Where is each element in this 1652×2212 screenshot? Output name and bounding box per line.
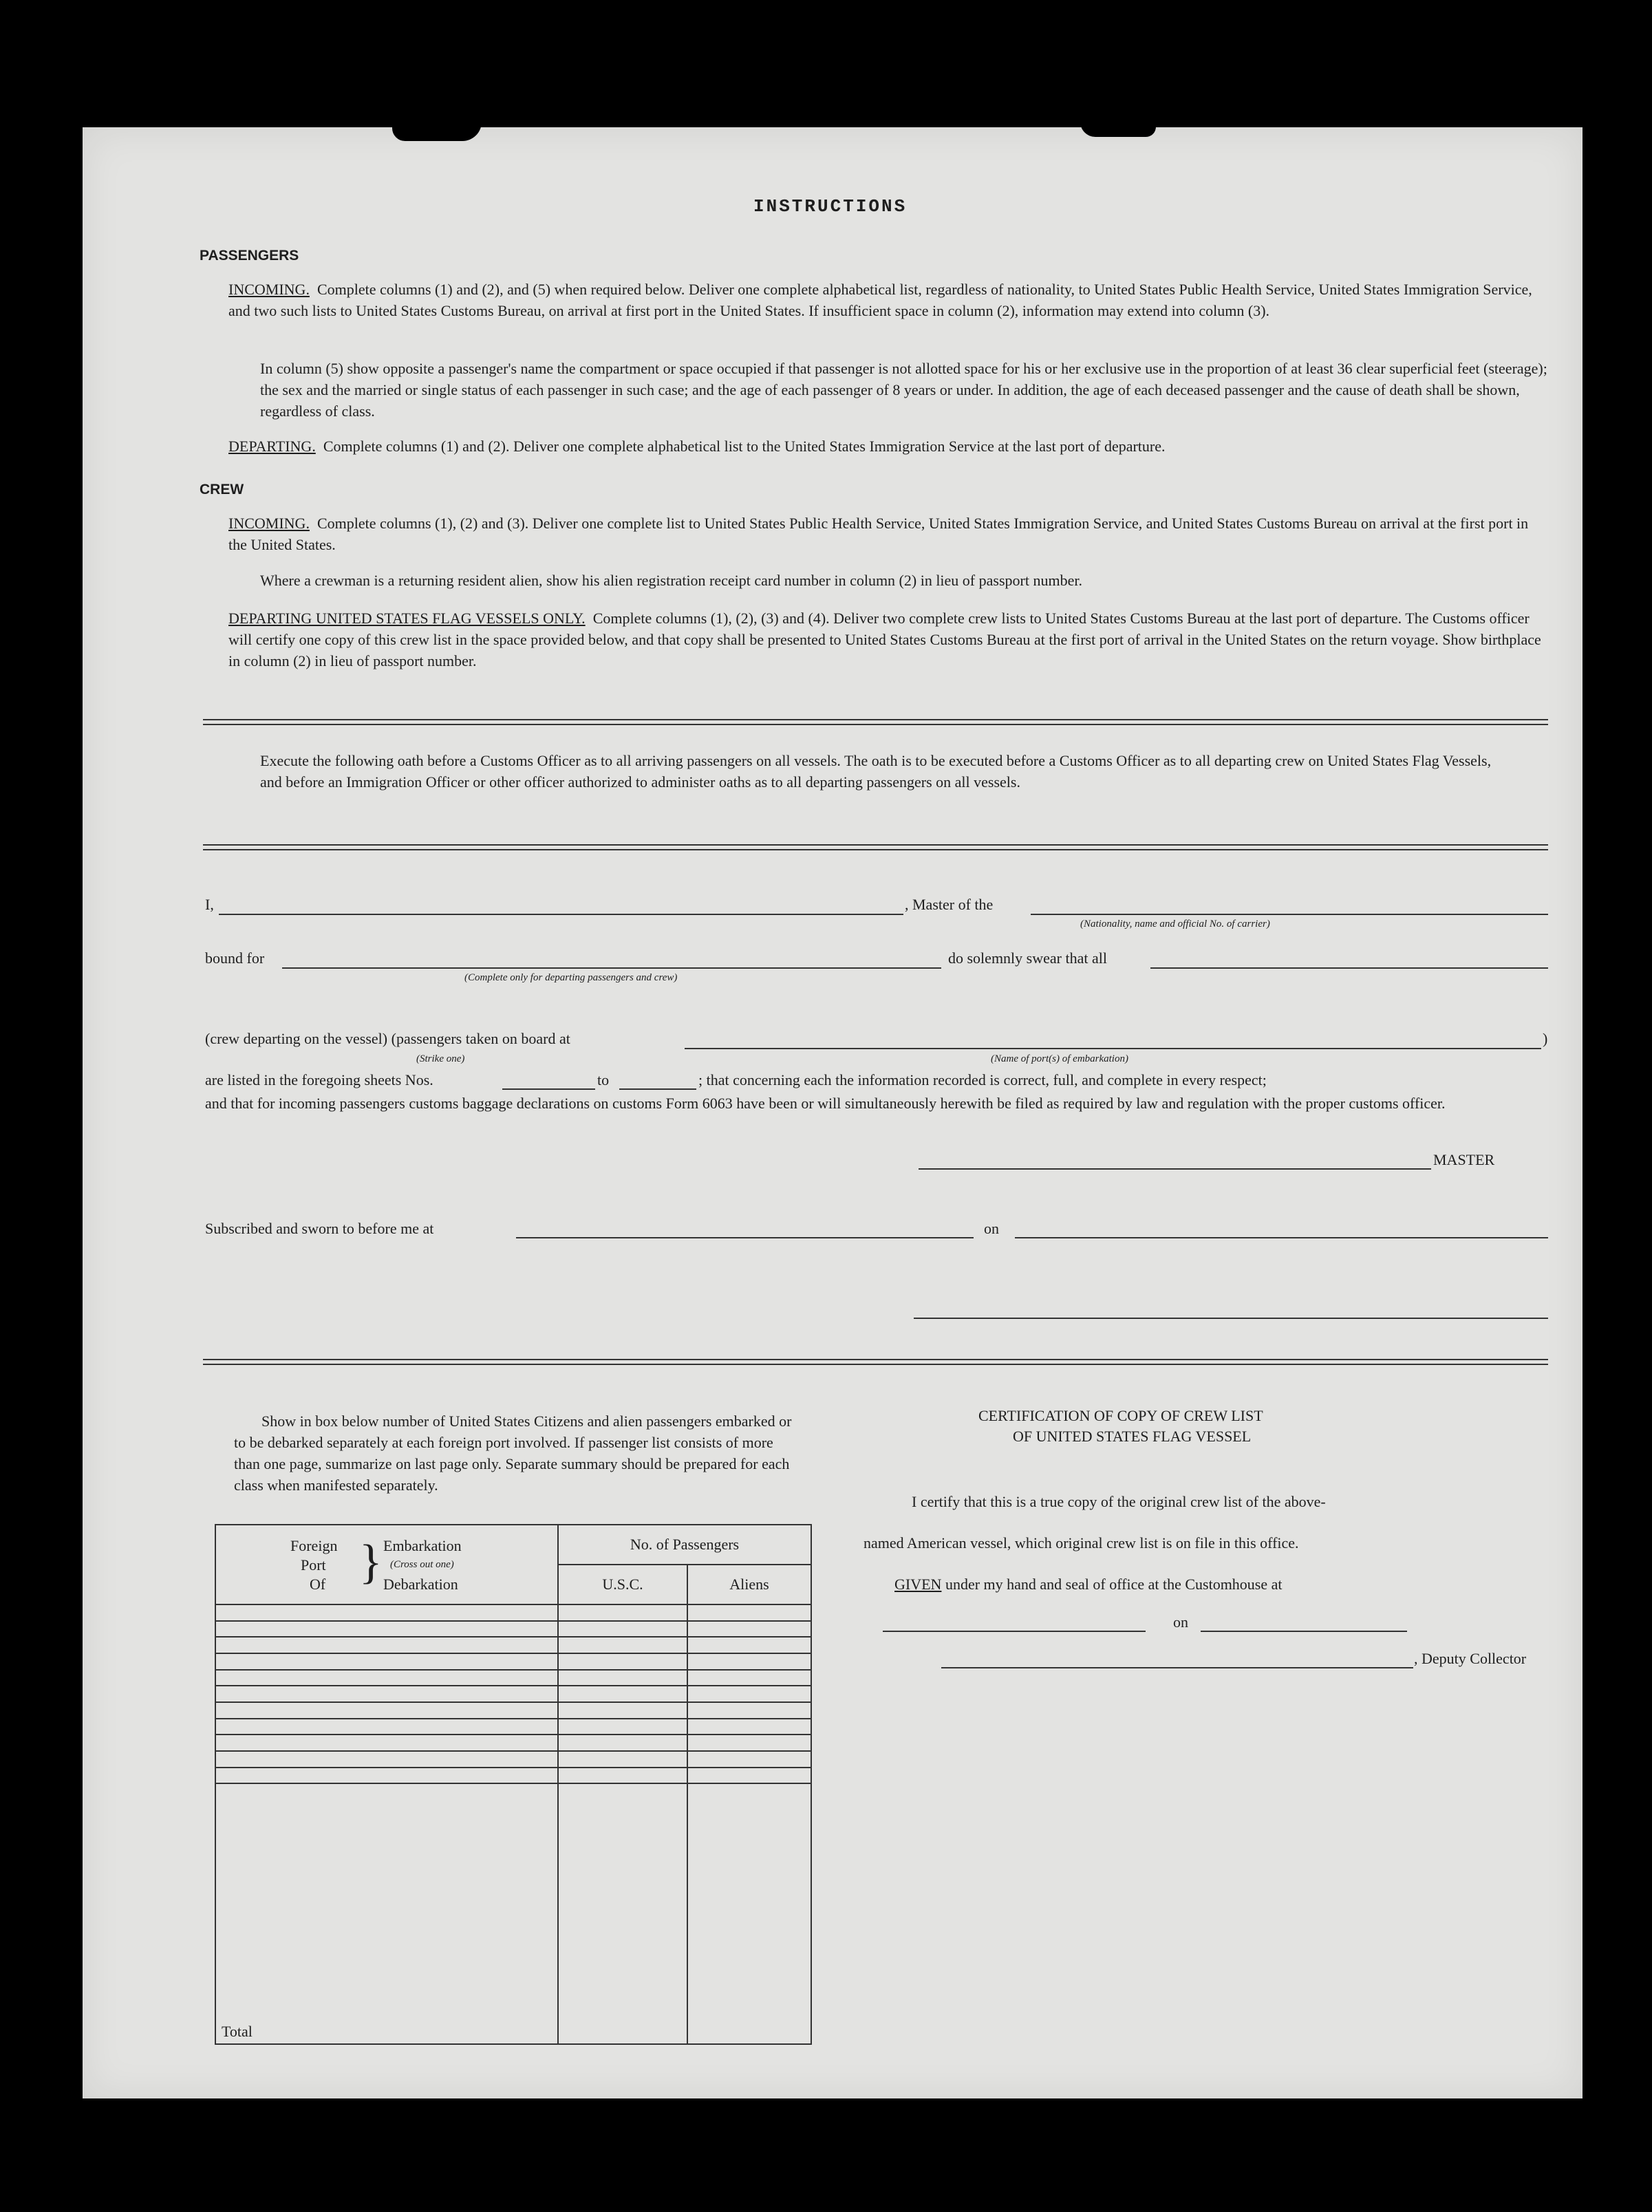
port-header-cell [215,1525,558,1604]
deputy-signature-field[interactable] [941,1667,1413,1668]
solemnly-label: do solemnly swear that all [948,949,1107,967]
divider [203,1359,1548,1365]
certify-text-1: I certify that this is a true copy of the original crew list of the above- [912,1493,1326,1510]
table-row [215,1702,811,1719]
given-line [894,1576,1283,1593]
sworn-place-field[interactable] [516,1237,974,1238]
certify-date-field[interactable] [1201,1631,1407,1632]
torn-edge [1080,122,1156,137]
passengers-departing [228,436,1549,457]
table-row [215,1653,811,1670]
nationality-hint: (Nationality, name and official No. of carrier) [1080,919,1270,930]
given-text: under my hand and seal of office at the Customhouse at [945,1576,1283,1593]
of-label: Of [310,1576,326,1593]
crew-departing-label: (crew departing on the vessel) (passengers taken on board at [205,1030,570,1047]
departing-text: Complete columns (1) and (2). Deliver one complete alphabetical list to the United States Immigration Service at the last port of departure. [323,438,1166,455]
passengers-heading: PASSENGERS [200,248,299,264]
bound-for-field[interactable] [282,967,941,969]
crew-resident: Where a crewman is a returning resident alien, show his alien registration receipt card number in column (2) in lieu of passport number. [260,572,1082,589]
no-of-passengers-header: No. of Passengers [558,1525,811,1565]
table-row [215,1670,811,1686]
certification-subheading: OF UNITED STATES FLAG VESSEL [1013,1428,1252,1445]
sheets-label: are listed in the foregoing sheets Nos. [205,1071,433,1088]
certify-on-label: on [1173,1613,1188,1631]
cross-out-hint: (Cross out one) [390,1559,454,1570]
sheets-to-field[interactable] [619,1088,696,1090]
form-page [83,127,1583,2098]
passengers-incoming [228,279,1549,321]
embarkation-ports-field[interactable] [685,1048,1541,1049]
debarkation-label: Debarkation [383,1576,458,1593]
crew-departing-label: DEPARTING UNITED STATES FLAG VESSELS ONLY. [228,610,586,627]
close-paren: ) [1543,1030,1548,1047]
crew-incoming-label: INCOMING. [228,515,310,532]
sheets-to-label: to [597,1071,610,1088]
table-row [215,1621,811,1637]
aliens-header: Aliens [687,1565,811,1604]
passenger-summary-table [215,1524,812,2045]
departing-label: DEPARTING. [228,438,316,455]
divider [203,719,1548,725]
officer-signature-field[interactable] [914,1318,1548,1319]
torn-edge [392,122,482,141]
brace: } [359,1536,383,1589]
ports-hint: (Name of port(s) of embarkation) [991,1053,1128,1064]
table-row [215,1719,811,1735]
usc-header: U.S.C. [558,1565,687,1604]
certification-heading: CERTIFICATION OF COPY OF CREW LIST [978,1407,1263,1424]
master-name-field[interactable] [219,914,903,915]
subscribed-label: Subscribed and sworn to before me at [205,1220,434,1237]
foreign-label: Foreign [290,1537,338,1554]
page-title: INSTRUCTIONS [753,196,908,217]
carrier-field[interactable] [1031,914,1548,915]
complete-hint: (Complete only for departing passengers and crew) [464,972,678,983]
crew-incoming [228,513,1549,555]
bound-for-label: bound for [205,949,265,967]
crew-departing-text: Complete columns (1), (2), (3) and (4). Deliver two complete crew lists to United States Customs Bureau at the last port of departure. The Customs officer will certify one copy of this crew list in the space provided below, and that copy shall be presented to United States Customs Bureau at the first port of arrival in the United States on the return voyage. Show birthplace in column (2) in lieu of passport number. [228,610,1541,669]
oath-statement: ; that concerning each the information recorded is correct, full, and complete in every respect; [698,1071,1267,1088]
incoming-label: INCOMING. [228,281,310,298]
summary-instructions: Show in box below number of United States Citizens and alien passengers embarked or to be debarked separately at each foreign port involved. If passenger list consists of more than one page, summarize on last page only. Separate summary should be prepared for each class when manifested separately. [234,1413,792,1494]
strike-one-hint: (Strike one) [416,1053,465,1064]
total-row [215,1783,811,2044]
port-label: Port [301,1556,326,1574]
table-row [215,1735,811,1751]
solemnly-field[interactable] [1150,967,1548,969]
customhouse-field[interactable] [883,1631,1146,1632]
passengers-column5: In column (5) show opposite a passenger's name the compartment or space occupied if that passenger is not allotted space for his or her exclusive use in the proportion of at least 36 clear superficial feet (steerage); the sex and the married or single status of each passenger in such case; and the age of each passenger of 8 years or under. In addition, the age of each deceased passenger and the cause of death shall be shown, regardless of class. [260,360,1547,420]
crew-heading: CREW [200,482,244,497]
deputy-collector-label: , Deputy Collector [1414,1650,1527,1667]
sworn-date-field[interactable] [1015,1237,1548,1238]
oath-intro: Execute the following oath before a Customs Officer as to all arriving passengers on all vessels. The oath is to be executed before a Customs Officer as to all departing crew on United States Flag Vessels, and before an Immigration Officer or other officer authorized to administer oaths as to all departing passengers on all vessels. [260,752,1492,791]
sheets-from-field[interactable] [502,1088,595,1090]
master-signature-field[interactable] [919,1168,1431,1170]
given-label: GIVEN [894,1576,942,1593]
table-row [215,1751,811,1768]
total-label: Total [215,1783,558,2044]
crew-departing [228,608,1549,672]
oath-baggage-statement: and that for incoming passengers customs baggage declarations on customs Form 6063 have been or will simultaneously herewith be filed as required by law and regulation with the proper customs officer. [205,1095,1446,1112]
incoming-text: Complete columns (1) and (2), and (5) when required below. Deliver one complete alphabetical list, regardless of nationality, to United States Public Health Service, United States Immigration Service, and two such lists to United States Customs Bureau, on arrival at first port in the United States. If insufficient space in column (2), information may extend into column (3). [228,281,1532,319]
master-of-label: , Master of the [905,896,994,913]
table-row [215,1637,811,1653]
table-row [215,1768,811,1784]
divider [203,844,1548,850]
certify-text-2: named American vessel, which original crew list is on file in this office. [863,1534,1299,1551]
table-row [215,1604,811,1621]
table-row [215,1686,811,1702]
sworn-on-label: on [984,1220,999,1237]
oath-i-label: I, [205,896,214,913]
embarkation-label: Embarkation [383,1537,462,1554]
crew-incoming-text: Complete columns (1), (2) and (3). Deliver one complete list to United States Public Health Service, United States Immigration Service, and United States Customs Bureau on arrival at the first port in the United States. [228,515,1529,553]
master-label: MASTER [1433,1151,1495,1168]
